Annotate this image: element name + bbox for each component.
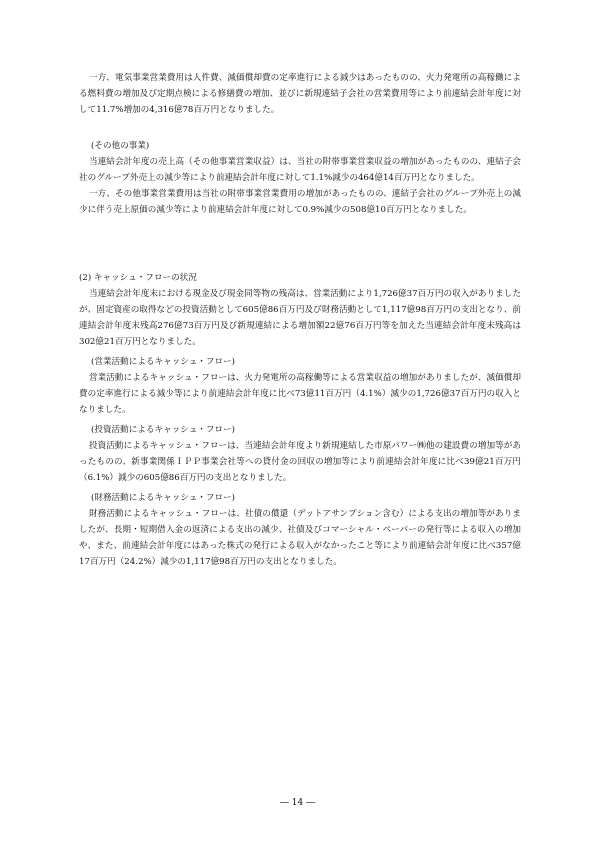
page-number: ― 14 ― (279, 798, 316, 808)
operating-cash-flow-section (79, 354, 521, 418)
investing-cash-flow-section (79, 422, 521, 486)
operating-paragraph: 営業活動によるキャッシュ・フローは、火力発電所の高稼働等による営業収益の増加がありましたが、減価償却費の定率進行による減少等により前連結会計年度に比べ73億11百万円（4.1%）減少の1,726億37百万円の収入となりました。 (79, 373, 521, 415)
cash-flow-heading: (2) キャッシュ・フローの状況 (79, 273, 197, 283)
other-business-heading: (その他の事業) (91, 141, 150, 151)
electric-expense-paragraph: 一方、電気事業営業費用は人件費、減価償却費の定率進行による減少はあったものの、火力発電所の高稼働による燃料費の増加及び定期点検による修繕費の増加、並びに新規連結子会社の営業費用等により前連結会計年度に対して11.7%増加の4,316億78百万円となりました。 (79, 73, 521, 115)
other-business-paragraph-2: 一方、その他事業営業費用は当社の附帯事業営業費用の増加があったものの、連結子会社のグループ外売上の減少に伴う売上原価の減少等により前連結会計年度に対して0.9%減少の508億10百万円となりました。 (79, 189, 521, 215)
investing-heading: (投資活動によるキャッシュ・フロー) (91, 425, 236, 435)
operating-heading: (営業活動によるキャッシュ・フロー) (91, 357, 236, 367)
financing-cash-flow-section (79, 490, 521, 570)
cash-flow-section (79, 270, 521, 350)
other-business-section (79, 138, 521, 218)
financing-heading: (財務活動によるキャッシュ・フロー) (91, 493, 236, 503)
electric-expense-section (79, 70, 521, 118)
investing-paragraph: 投資活動によるキャッシュ・フローは、当連結会計年度より新規連結した市原パワー㈱他の建設費の増加等があったものの、新事業関係ＩＰＰ事業会社等への貸付金の回収の増加等により前連結会計年度に比べ39億21百万円（6.1%）減少の605億86百万円の支出となりました。 (79, 441, 521, 483)
other-business-paragraph-1: 当連結会計年度の売上高（その他事業営業収益）は、当社の附帯事業営業収益の増加があったものの、連結子会社のグループ外売上の減少等により前連結会計年度に対して1.1%減少の464億14百万円となりました。 (79, 157, 521, 183)
cash-flow-paragraph: 当連結会計年度末における現金及び現金同等物の残高は、営業活動により1,726億37百万円の収入がありましたが、固定資産の取得などの投資活動として605億86百万円及び財務活動として1,117億98百万円の支出となり、前連結会計年度末残高276億73百万円及び新規連結による増加額22億76百万円等を加えた当連結会計年度末残高は302億21百万円となりました。 (79, 289, 521, 347)
financing-paragraph: 財務活動によるキャッシュ・フローは、社債の償還（デットアサンプション含む）による支出の増加等がありましたが、長期・短期借入金の返済による支出の減少、社債及びコマーシャル・ペーパーの発行等による収入の増加や、また、前連結会計年度にはあった株式の発行による収入がなかったこと等により前連結会計年度に比べ357億17百万円（24.2%）減少の1,117億98百万円の支出となりました。 (79, 509, 521, 567)
